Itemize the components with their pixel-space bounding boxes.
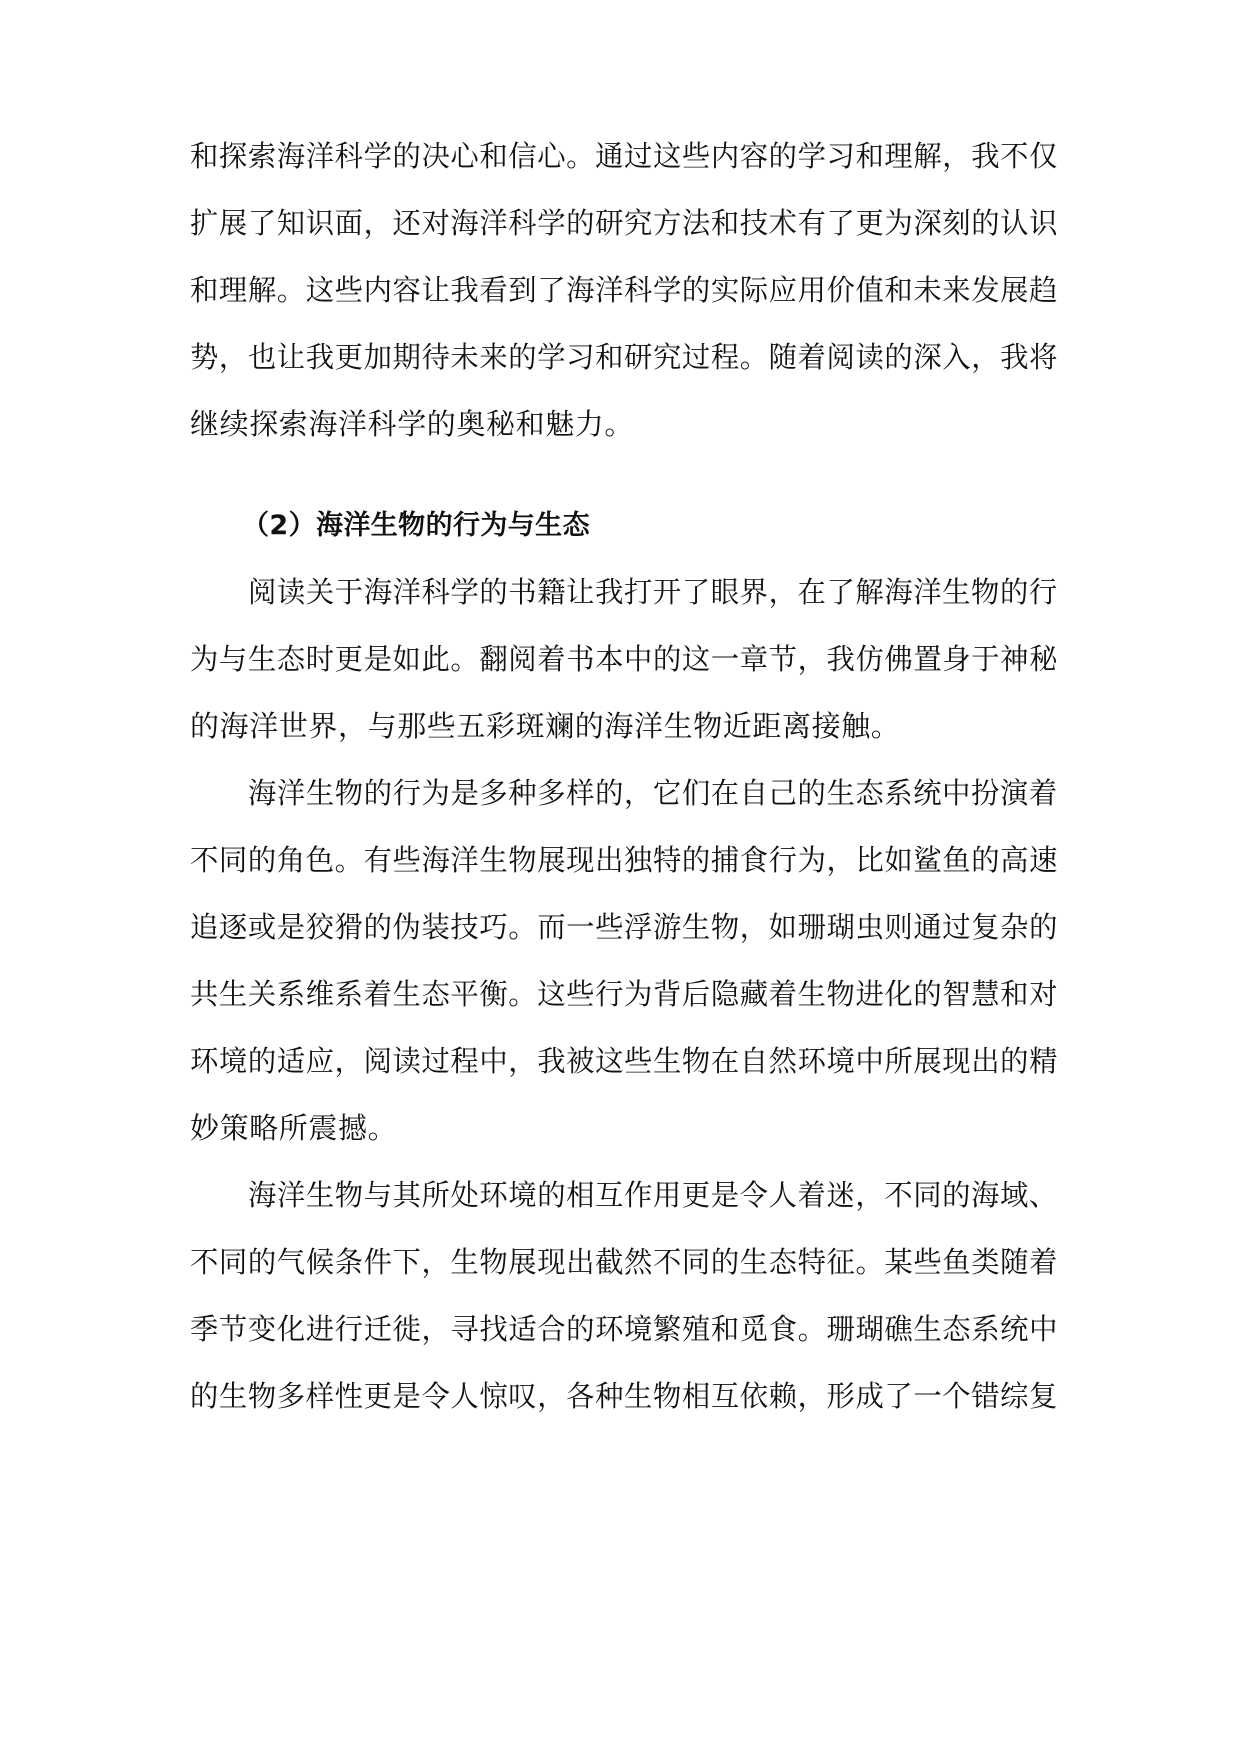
text-line: 季节变化进行迁徙，寻找适合的环境繁殖和觅食。珊瑚礁生态系统中 [190, 1312, 1059, 1346]
text-line: 扩展了知识面，还对海洋科学的研究方法和技术有了更为深刻的认识 [190, 206, 1059, 240]
text-line: 的海洋世界，与那些五彩斑斓的海洋生物近距离接触。 [190, 709, 901, 743]
text-line: 的生物多样性更是令人惊叹，各种生物相互依赖，形成了一个错综复 [190, 1379, 1059, 1413]
text-line: 阅读关于海洋科学的书籍让我打开了眼界，在了解海洋生物的行 [248, 575, 1058, 609]
text-line: 不同的角色。有些海洋生物展现出独特的捕食行为，比如鲨鱼的高速 [190, 843, 1059, 877]
text-line: 海洋生物与其所处环境的相互作用更是令人着迷，不同的海域、 [248, 1178, 1058, 1212]
text-line: 和探索海洋科学的决心和信心。通过这些内容的学习和理解，我不仅 [190, 139, 1059, 173]
text-line: 环境的适应，阅读过程中，我被这些生物在自然环境中所展现出的精 [190, 1044, 1059, 1078]
text-line: 共生关系维系着生态平衡。这些行为背后隐藏着生物进化的智慧和对 [190, 977, 1059, 1011]
text-line: 海洋生物的行为是多种多样的，它们在自己的生态系统中扮演着 [248, 776, 1058, 810]
text-line: 为与生态时更是如此。翻阅着书本中的这一章节，我仿佛置身于神秘 [190, 642, 1059, 676]
text-line: 势，也让我更加期待未来的学习和研究过程。随着阅读的深入，我将 [190, 340, 1059, 374]
text-line: 继续探索海洋科学的奥秘和魅力。 [190, 407, 635, 441]
text-line: 妙策略所震撼。 [190, 1111, 398, 1145]
section-heading: （2）海洋生物的行为与生态 [242, 510, 590, 541]
text-line: 不同的气候条件下，生物展现出截然不同的生态特征。某些鱼类随着 [190, 1245, 1059, 1279]
text-line: 和理解。这些内容让我看到了海洋科学的实际应用价值和未来发展趋 [190, 273, 1059, 307]
text-line: 追逐或是狡猾的伪装技巧。而一些浮游生物，如珊瑚虫则通过复杂的 [190, 910, 1059, 944]
